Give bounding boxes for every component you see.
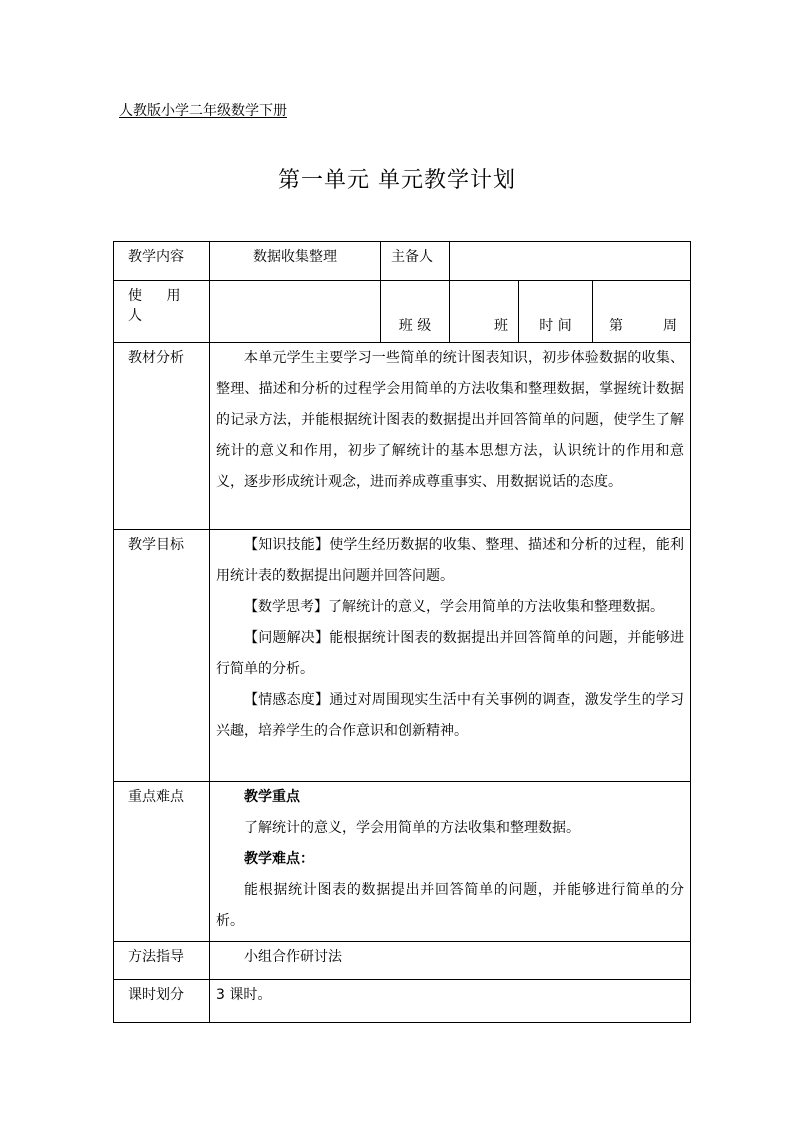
goal-thinking: 【数学思考】了解统计的意义，学会用简单的方法收集和整理数据。 [244, 599, 664, 615]
unit-plan-table [113, 241, 691, 1023]
table-row [114, 980, 691, 1023]
table-row [114, 281, 691, 343]
material-analysis-cell [210, 343, 691, 530]
label-teaching-goals: 教学目标 [114, 530, 210, 782]
goal-problem-solving: 【问题解决】能根据统计图表的数据提出并回答简单的问题，并能够进行简单的分析。 [216, 630, 685, 677]
key-points-cell [210, 782, 691, 942]
teaching-content-value: 数据收集整理 [210, 242, 381, 281]
label-class-hours: 课时划分 [114, 980, 210, 1023]
label-method: 方法指导 [114, 942, 210, 980]
focus-heading: 教学重点 [244, 789, 300, 805]
label-preparer: 主备人 [381, 242, 450, 281]
table-row [114, 343, 691, 530]
goal-knowledge: 【知识技能】使学生经历数据的收集、整理、描述和分析的过程，能利用统计表的数据提出问题并回答问题。 [216, 537, 685, 584]
label-class: 班 级 [381, 281, 450, 343]
table-row [114, 242, 691, 281]
week-suffix: 周 [663, 318, 677, 334]
page-title: 第一单元 单元教学计划 [278, 168, 516, 193]
class-hours-text: 3 课时。 [210, 980, 691, 1023]
table-row [114, 530, 691, 782]
material-analysis-text: 本单元学生主要学习一些简单的统计图表知识，初步体验数据的收集、整理、描述和分析的过程学会用简单的方法收集和整理数据，掌握统计数据的记录方法，并能根据统计图表的数据提出并回答简单的问题，使学生了解统计的意义和作用，初步了解统计的基本思想方法，认识统计的作用和意义，逐步形成统计观念，进而养成尊重事实、用数据说话的态度。 [216, 350, 685, 490]
document-header: 人教版小学二年级数学下册 [119, 103, 287, 119]
difficulty-text: 能根据统计图表的数据提出并回答简单的问题，并能够进行简单的分析。 [216, 882, 685, 929]
label-material-analysis: 教材分析 [114, 343, 210, 530]
label-teaching-content: 教学内容 [114, 242, 210, 281]
preparer-value [450, 242, 691, 281]
class-suffix: 班 [450, 281, 519, 343]
table-row [114, 782, 691, 942]
week-field [593, 281, 691, 343]
difficulty-heading: 教学难点： [244, 851, 314, 867]
table-row [114, 942, 691, 980]
method-text: 小组合作研讨法 [210, 942, 691, 980]
user-value [210, 281, 381, 343]
week-prefix: 第 [609, 318, 623, 334]
label-key-points: 重点难点 [114, 782, 210, 942]
goal-attitude: 【情感态度】通过对周围现实生活中有关事例的调查，激发学生的学习兴趣，培养学生的合作意识和创新精神。 [216, 692, 685, 739]
teaching-goals-cell [210, 530, 691, 782]
label-user: 使 用 人 [114, 281, 210, 343]
label-time: 时 间 [519, 281, 593, 343]
focus-text: 了解统计的意义，学会用简单的方法收集和整理数据。 [244, 820, 580, 836]
